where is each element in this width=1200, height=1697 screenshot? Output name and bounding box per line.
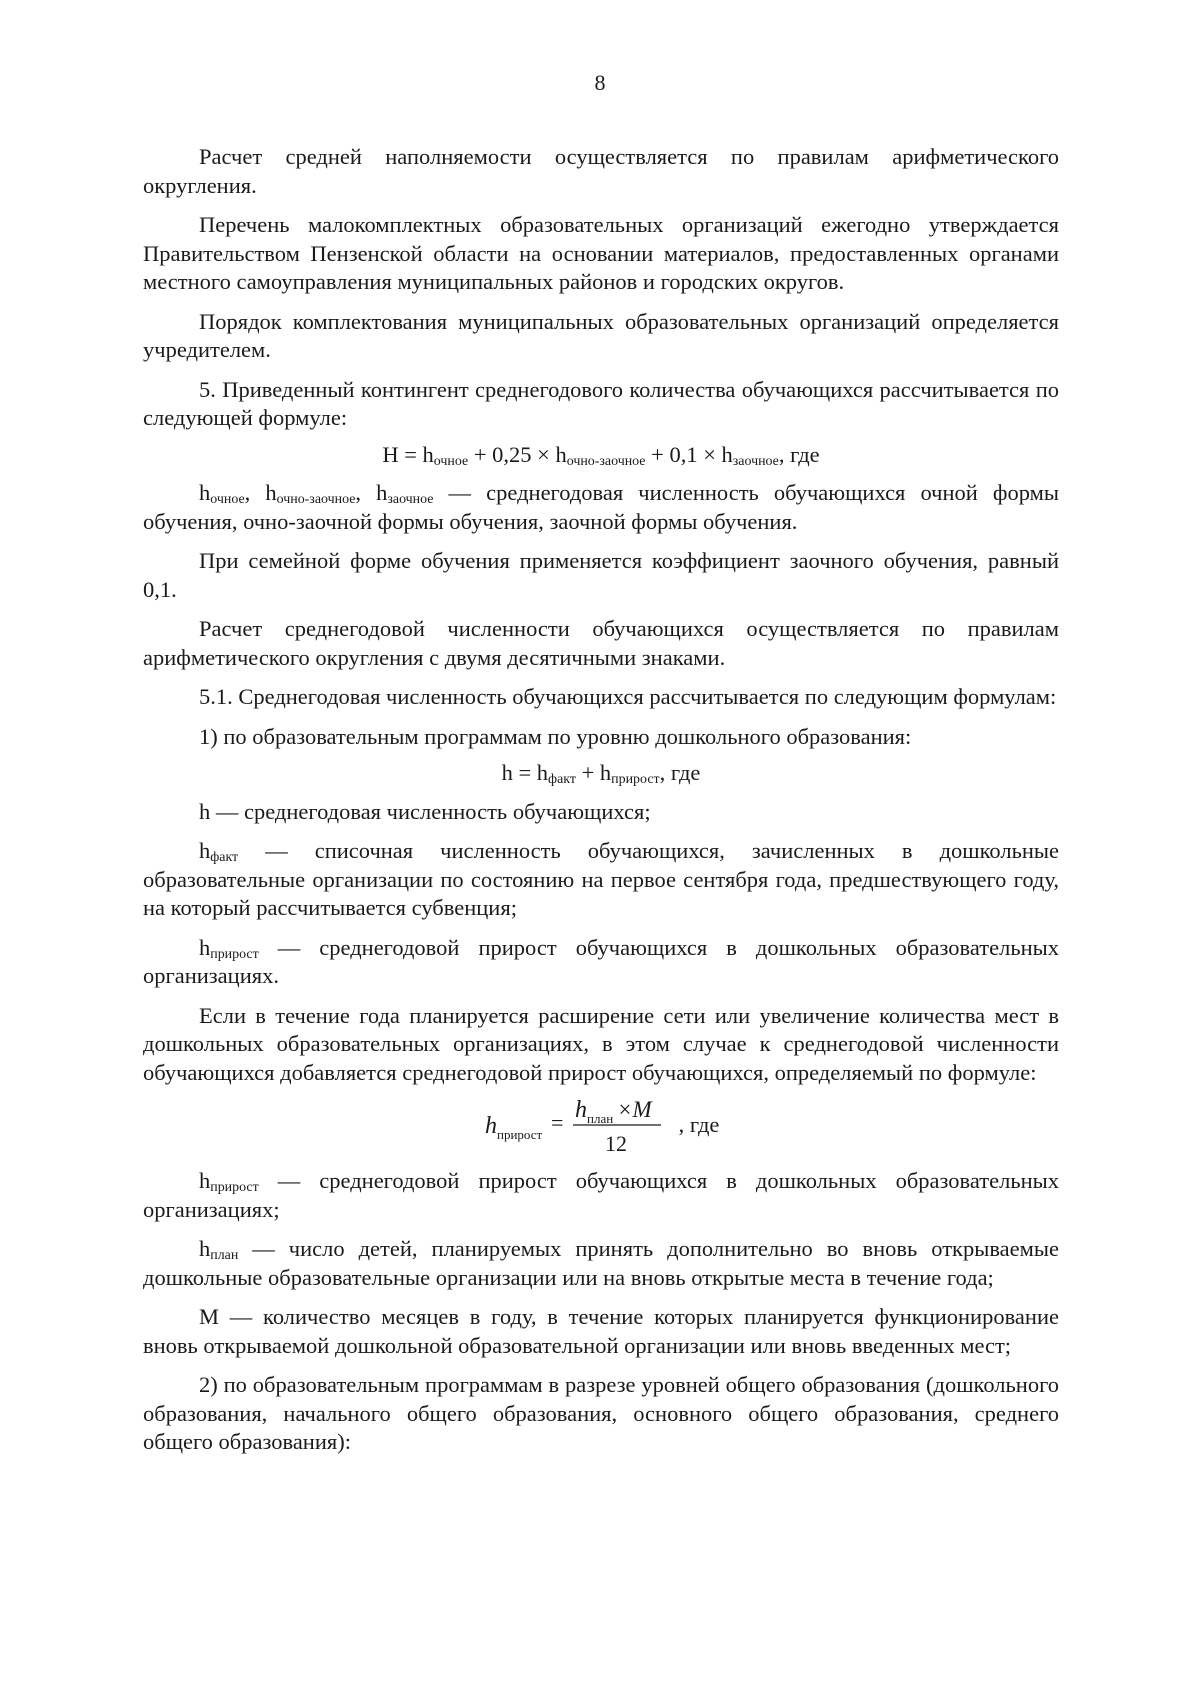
paragraph-small-schools-list: Перечень малокомплектных образовательных организаций ежегодно утверждается Правительством Пензенской области на основании материалов, предоставленных органами местного самоуправления муниципальных районов и городских округов. xyxy=(143,212,1059,294)
formula-average-count: $h = h_{факт} + h_{прирост}$, где xyxy=(501,760,701,788)
formula-contingent: $Н = h_{очное} + 0,25 \times h_{очно-заочное} + 0,1 \times h_{заочное}$, где xyxy=(382,441,820,469)
paragraph-family-education: При семейной форме обучения применяется коэффициент заочного обучения, равный 0,1. xyxy=(143,548,1059,602)
numerator-h: h xyxy=(574,1097,587,1123)
paragraph-rounding: Расчет средней наполняемости осуществляется по правилам арифметического округления. xyxy=(143,144,1059,198)
equals-sign: = xyxy=(550,1110,564,1135)
paragraph-item-5-1: 5.1. Среднегодовая численность обучающихся рассчитывается по следующим формулам: xyxy=(199,684,1057,709)
paragraph-staffing-order: Порядок комплектования муниципальных образовательных организаций определяется учредителем. xyxy=(143,308,1059,362)
paragraph-network-expansion: Если в течение года планируется расширение сети или увеличение количества мест в дошкольных образовательных организациях, в этом случае к среднегодовой численности обучающихся добавляется среднегодовой прирост обучающихся, определяемый по формуле: xyxy=(143,1002,1059,1085)
lhs-sub: прирост xyxy=(496,1127,542,1142)
numerator-rest: ×M xyxy=(616,1097,652,1122)
denominator: 12 xyxy=(604,1131,627,1156)
numerator-sub: план xyxy=(586,1111,613,1126)
paragraph-hprirost-definition-2: $h_{прирост}$ — среднегодовой прирост обучающихся в дошкольных образовательных организациях; xyxy=(143,1168,1059,1222)
paragraph-hplan-definition: $h_{план}$ — число детей, планируемых принять дополнительно во вновь открываемые дошкольные образовательные организации или на вновь открытые места в течение года; xyxy=(143,1236,1059,1290)
paragraph-hfact-definition: $h_{факт}$ — списочная численность обучающихся, зачисленных в дошкольные образовательные организации по состоянию на первое сентября года, предшествующего году, на который рассчитывается субвенция; xyxy=(143,838,1059,920)
page-number: 8 xyxy=(594,70,606,95)
fraction-svg xyxy=(483,1093,673,1157)
paragraph-variables-forms: $h_{очное}$, $h_{очно-заочное}$, $h_{заочное}$ — среднегодовая численность обучающихся очной формы обучения, очно-заочной формы обучения, заочной формы обучения. xyxy=(143,480,1059,534)
paragraph-general-education: 2) по образовательным программам в разрезе уровней общего образования (дошкольного образования, начального общего образования, основного общего образования, среднего общего образования): xyxy=(143,1372,1059,1454)
paragraph-item-5: 5. Приведенный контингент среднегодового количества обучающихся рассчитывается по следующей формуле: xyxy=(143,376,1059,430)
document-body xyxy=(143,143,1059,1468)
paragraph-average-rounding: Расчет среднегодовой численности обучающихся осуществляется по правилам арифметического округления с двумя десятичными знаками. xyxy=(143,616,1059,670)
formula-growth-fraction xyxy=(143,1093,1059,1157)
paragraph-hprirost-definition: $h_{прирост}$ — среднегодовой прирост обучающихся в дошкольных образовательных организациях. xyxy=(143,934,1059,988)
paragraph-m-definition: М — количество месяцев в году, в течение которых планируется функционирование вновь открываемой дошкольной образовательной организации или вновь введенных мест; xyxy=(143,1304,1059,1358)
paragraph-preschool-programs: 1) по образовательным программам по уровню дошкольного образования: xyxy=(199,723,912,749)
paragraph-h-definition: h — среднегодовая численность обучающихся; xyxy=(199,798,651,824)
formula-growth-tail: , где xyxy=(678,1111,720,1137)
lhs-h: h xyxy=(484,1113,497,1139)
